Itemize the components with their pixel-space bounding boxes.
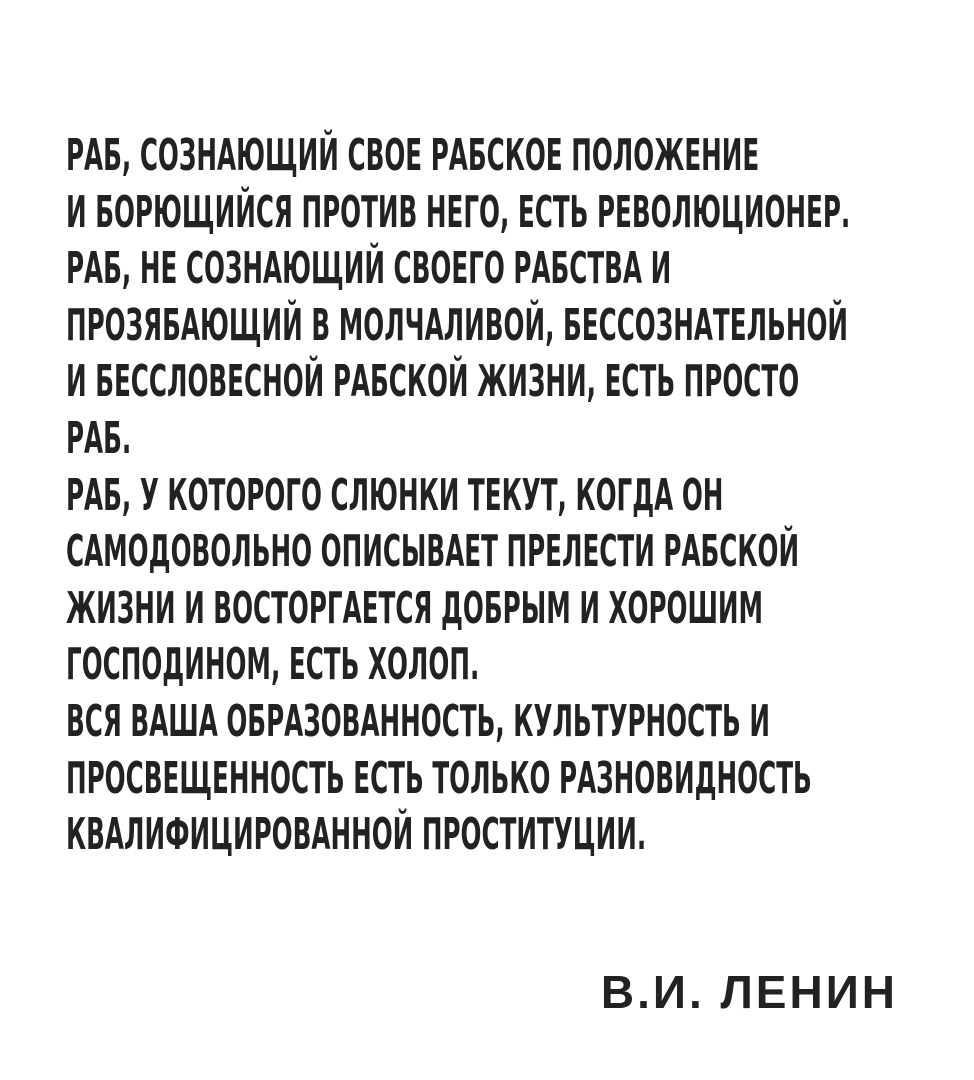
quote-line: РАБ, У КОТОРОГО СЛЮНКИ ТЕКУТ, КОГДА ОН — [66, 469, 724, 521]
quote-line: САМОДОВОЛЬНО ОПИСЫВАЕТ ПРЕЛЕСТИ РАБСКОЙ — [66, 526, 800, 578]
quote-line: РАБ, НЕ СОЗНАЮЩИЙ СВОЕГО РАБСТВА И — [66, 243, 672, 295]
quote-line: РАБ, СОЗНАЮЩИЙ СВОЕ РАБСКОЕ ПОЛОЖЕНИЕ — [66, 130, 760, 181]
quote-text — [66, 128, 926, 864]
quote-line: ГОСПОДИНОМ, ЕСТЬ ХОЛОП. — [66, 639, 480, 691]
quote-line: ВСЯ ВАША ОБРАЗОВАННОСТЬ, КУЛЬТУРНОСТЬ И — [66, 695, 770, 747]
quote-line: РАБ. — [66, 412, 132, 464]
author-signature: В.И. ЛЕНИН — [600, 966, 898, 1018]
quote-line: ЖИЗНИ И ВОСТОРГАЕТСЯ ДОБРЫМ И ХОРОШИМ — [66, 582, 764, 634]
quote-line: И БЕССЛОВЕСНОЙ РАБСКОЙ ЖИЗНИ, ЕСТЬ ПРОСТО — [66, 356, 800, 408]
quote-line: И БОРЮЩИЙСЯ ПРОТИВ НЕГО, ЕСТЬ РЕВОЛЮЦИОНЕР. — [66, 186, 851, 238]
quote-line: ПРОСВЕЩЕННОСТЬ ЕСТЬ ТОЛЬКО РАЗНОВИДНОСТЬ — [66, 752, 812, 804]
quote-line: КВАЛИФИЦИРОВАННОЙ ПРОСТИТУЦИИ. — [66, 809, 647, 861]
quote-line: ПРОЗЯБАЮЩИЙ В МОЛЧАЛИВОЙ, БЕССОЗНАТЕЛЬНОЙ — [66, 299, 849, 351]
